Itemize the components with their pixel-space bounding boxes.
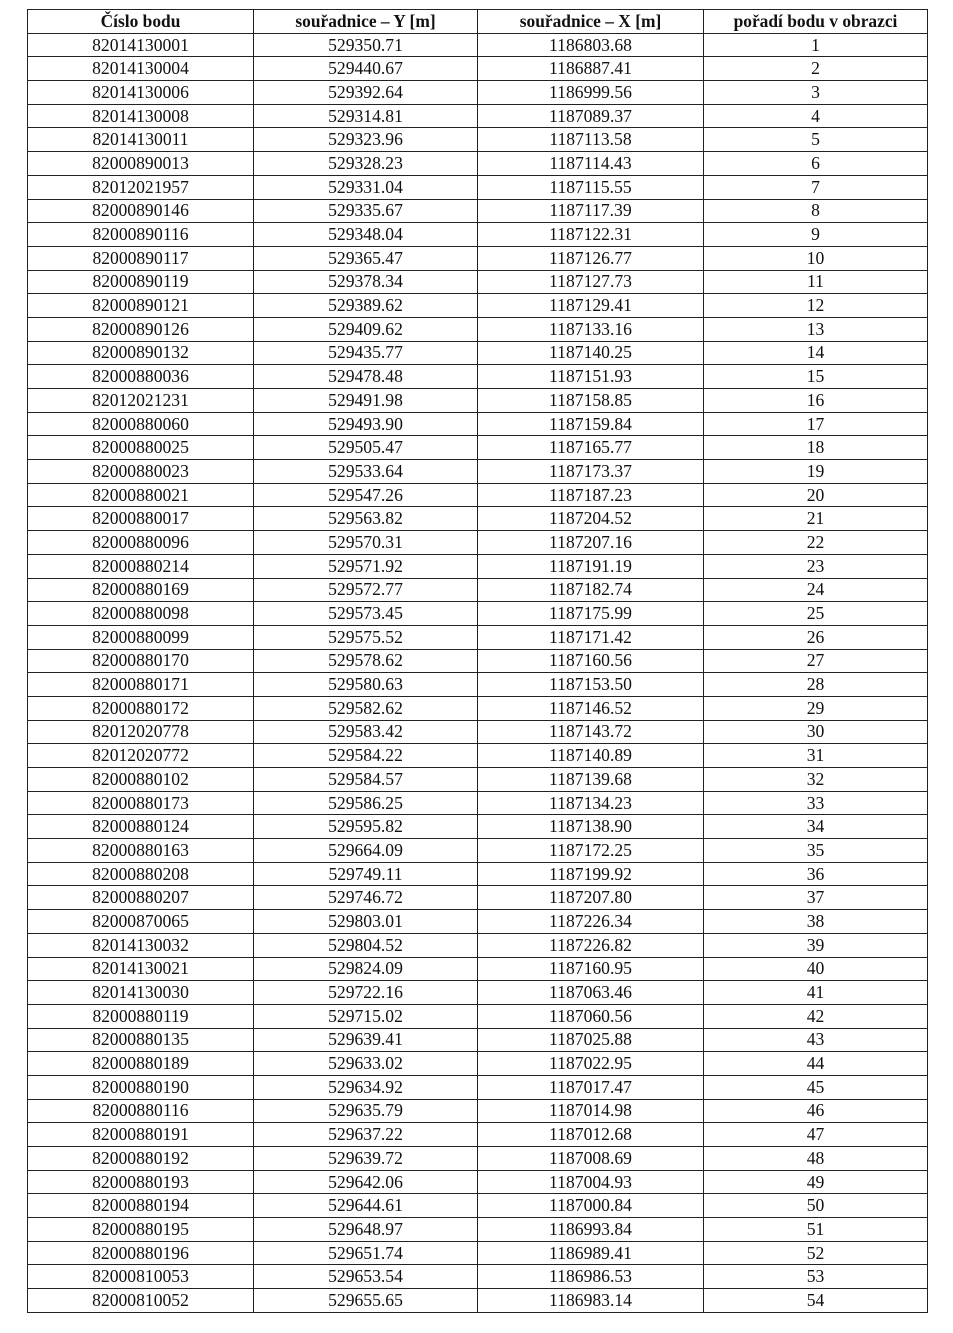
- cell-point-number: 82000880124: [28, 815, 254, 839]
- cell-coordinate-x: 1186986.53: [478, 1265, 704, 1289]
- cell-point-order: 20: [704, 483, 928, 507]
- cell-point-number: 82000890146: [28, 199, 254, 223]
- cell-point-order: 51: [704, 1218, 928, 1242]
- table-row: [28, 507, 928, 531]
- cell-coordinate-x: 1187113.58: [478, 128, 704, 152]
- table-row: [28, 981, 928, 1005]
- cell-coordinate-y: 529664.09: [254, 839, 478, 863]
- cell-coordinate-x: 1187165.77: [478, 436, 704, 460]
- cell-coordinate-x: 1187138.90: [478, 815, 704, 839]
- cell-point-number: 82000880098: [28, 602, 254, 626]
- cell-point-number: 82000880172: [28, 696, 254, 720]
- cell-point-order: 54: [704, 1289, 928, 1313]
- cell-coordinate-x: 1187146.52: [478, 696, 704, 720]
- cell-coordinate-x: 1187117.39: [478, 199, 704, 223]
- cell-coordinate-x: 1186999.56: [478, 81, 704, 105]
- cell-point-number: 82000880171: [28, 673, 254, 697]
- table-row: [28, 602, 928, 626]
- cell-point-order: 29: [704, 696, 928, 720]
- header-coordinate-y: souřadnice – Y [m]: [254, 10, 478, 34]
- cell-coordinate-y: 529583.42: [254, 720, 478, 744]
- cell-point-number: 82000880023: [28, 460, 254, 484]
- cell-coordinate-y: 529571.92: [254, 554, 478, 578]
- cell-point-number: 82000880193: [28, 1170, 254, 1194]
- header-point-number: Číslo bodu: [28, 10, 254, 34]
- cell-coordinate-y: 529348.04: [254, 223, 478, 247]
- cell-point-number: 82000880102: [28, 768, 254, 792]
- cell-coordinate-y: 529409.62: [254, 317, 478, 341]
- table-row: [28, 625, 928, 649]
- cell-point-number: 82000810053: [28, 1265, 254, 1289]
- cell-point-order: 7: [704, 175, 928, 199]
- cell-coordinate-x: 1186993.84: [478, 1218, 704, 1242]
- cell-point-number: 82000880208: [28, 862, 254, 886]
- table-row: [28, 199, 928, 223]
- cell-coordinate-x: 1187129.41: [478, 294, 704, 318]
- cell-coordinate-y: 529563.82: [254, 507, 478, 531]
- table-row: [28, 1052, 928, 1076]
- cell-coordinate-y: 529582.62: [254, 696, 478, 720]
- cell-coordinate-x: 1187173.37: [478, 460, 704, 484]
- cell-coordinate-x: 1187158.85: [478, 389, 704, 413]
- table-row: [28, 294, 928, 318]
- cell-coordinate-x: 1187151.93: [478, 365, 704, 389]
- cell-point-order: 5: [704, 128, 928, 152]
- table-row: [28, 554, 928, 578]
- cell-point-order: 35: [704, 839, 928, 863]
- table-row: [28, 104, 928, 128]
- table-body: [28, 33, 928, 1312]
- cell-point-order: 8: [704, 199, 928, 223]
- cell-coordinate-y: 529573.45: [254, 602, 478, 626]
- cell-point-order: 31: [704, 744, 928, 768]
- table-row: [28, 317, 928, 341]
- cell-point-order: 27: [704, 649, 928, 673]
- table-row: [28, 341, 928, 365]
- cell-point-number: 82014130001: [28, 33, 254, 57]
- table-row: [28, 910, 928, 934]
- cell-point-order: 21: [704, 507, 928, 531]
- table-row: [28, 1147, 928, 1171]
- header-coordinate-x: souřadnice – X [m]: [478, 10, 704, 34]
- cell-coordinate-y: 529378.34: [254, 270, 478, 294]
- cell-coordinate-y: 529655.65: [254, 1289, 478, 1313]
- cell-point-number: 82000880195: [28, 1218, 254, 1242]
- cell-coordinate-x: 1186887.41: [478, 57, 704, 81]
- cell-coordinate-x: 1186983.14: [478, 1289, 704, 1313]
- cell-coordinate-y: 529584.22: [254, 744, 478, 768]
- table-row: [28, 933, 928, 957]
- cell-coordinate-x: 1187140.25: [478, 341, 704, 365]
- cell-point-number: 82000880163: [28, 839, 254, 863]
- table-row: [28, 1099, 928, 1123]
- cell-coordinate-y: 529637.22: [254, 1123, 478, 1147]
- cell-coordinate-y: 529491.98: [254, 389, 478, 413]
- cell-coordinate-x: 1187014.98: [478, 1099, 704, 1123]
- table-row: [28, 1265, 928, 1289]
- cell-coordinate-y: 529635.79: [254, 1099, 478, 1123]
- cell-point-number: 82000880025: [28, 436, 254, 460]
- cell-coordinate-y: 529440.67: [254, 57, 478, 81]
- cell-point-order: 53: [704, 1265, 928, 1289]
- cell-coordinate-x: 1187127.73: [478, 270, 704, 294]
- cell-point-number: 82000890116: [28, 223, 254, 247]
- cell-point-number: 82000890132: [28, 341, 254, 365]
- cell-point-order: 45: [704, 1075, 928, 1099]
- cell-point-order: 11: [704, 270, 928, 294]
- cell-point-number: 82000880190: [28, 1075, 254, 1099]
- cell-coordinate-y: 529314.81: [254, 104, 478, 128]
- table-row: [28, 649, 928, 673]
- cell-coordinate-x: 1187226.34: [478, 910, 704, 934]
- table-row: [28, 412, 928, 436]
- cell-coordinate-x: 1187004.93: [478, 1170, 704, 1194]
- table-row: [28, 839, 928, 863]
- table-row: [28, 152, 928, 176]
- cell-coordinate-x: 1187139.68: [478, 768, 704, 792]
- cell-coordinate-x: 1187134.23: [478, 791, 704, 815]
- table-row: [28, 1289, 928, 1313]
- cell-coordinate-y: 529648.97: [254, 1218, 478, 1242]
- table-row: [28, 696, 928, 720]
- cell-coordinate-y: 529804.52: [254, 933, 478, 957]
- cell-point-order: 6: [704, 152, 928, 176]
- cell-point-number: 82014130030: [28, 981, 254, 1005]
- cell-point-number: 82000890119: [28, 270, 254, 294]
- cell-coordinate-y: 529578.62: [254, 649, 478, 673]
- cell-point-number: 82000880116: [28, 1099, 254, 1123]
- cell-point-number: 82000880169: [28, 578, 254, 602]
- cell-point-number: 82000880099: [28, 625, 254, 649]
- cell-coordinate-x: 1187114.43: [478, 152, 704, 176]
- cell-coordinate-x: 1187017.47: [478, 1075, 704, 1099]
- cell-point-order: 46: [704, 1099, 928, 1123]
- cell-coordinate-x: 1187204.52: [478, 507, 704, 531]
- cell-coordinate-y: 529580.63: [254, 673, 478, 697]
- table-row: [28, 862, 928, 886]
- cell-point-number: 82000880214: [28, 554, 254, 578]
- cell-point-order: 30: [704, 720, 928, 744]
- cell-point-number: 82000880036: [28, 365, 254, 389]
- cell-point-order: 32: [704, 768, 928, 792]
- cell-point-order: 2: [704, 57, 928, 81]
- cell-coordinate-x: 1187160.56: [478, 649, 704, 673]
- cell-point-number: 82000880196: [28, 1241, 254, 1265]
- table-row: [28, 815, 928, 839]
- cell-point-order: 40: [704, 957, 928, 981]
- table-row: [28, 33, 928, 57]
- cell-coordinate-y: 529335.67: [254, 199, 478, 223]
- cell-point-number: 82000880170: [28, 649, 254, 673]
- cell-point-number: 82012020778: [28, 720, 254, 744]
- table-row: [28, 1028, 928, 1052]
- header-row: [28, 10, 928, 34]
- table-row: [28, 1218, 928, 1242]
- cell-point-number: 82014130008: [28, 104, 254, 128]
- cell-coordinate-y: 529634.92: [254, 1075, 478, 1099]
- cell-point-order: 50: [704, 1194, 928, 1218]
- cell-point-number: 82012020772: [28, 744, 254, 768]
- table-row: [28, 1194, 928, 1218]
- cell-point-order: 42: [704, 1004, 928, 1028]
- cell-coordinate-x: 1187171.42: [478, 625, 704, 649]
- cell-point-number: 82000890013: [28, 152, 254, 176]
- cell-point-number: 82012021957: [28, 175, 254, 199]
- table-row: [28, 223, 928, 247]
- table-row: [28, 768, 928, 792]
- cell-coordinate-x: 1187008.69: [478, 1147, 704, 1171]
- cell-point-number: 82000880207: [28, 886, 254, 910]
- cell-coordinate-x: 1187022.95: [478, 1052, 704, 1076]
- cell-coordinate-x: 1187159.84: [478, 412, 704, 436]
- cell-point-order: 48: [704, 1147, 928, 1171]
- cell-coordinate-x: 1186803.68: [478, 33, 704, 57]
- cell-coordinate-y: 529642.06: [254, 1170, 478, 1194]
- cell-coordinate-y: 529331.04: [254, 175, 478, 199]
- table-row: [28, 673, 928, 697]
- table-row: [28, 957, 928, 981]
- cell-coordinate-x: 1187089.37: [478, 104, 704, 128]
- cell-point-number: 82014130006: [28, 81, 254, 105]
- cell-point-number: 82000890121: [28, 294, 254, 318]
- cell-coordinate-x: 1187160.95: [478, 957, 704, 981]
- table-row: [28, 57, 928, 81]
- cell-point-order: 18: [704, 436, 928, 460]
- cell-point-order: 23: [704, 554, 928, 578]
- cell-coordinate-x: 1187133.16: [478, 317, 704, 341]
- cell-point-number: 82000870065: [28, 910, 254, 934]
- cell-coordinate-y: 529639.72: [254, 1147, 478, 1171]
- cell-point-order: 1: [704, 33, 928, 57]
- cell-point-number: 82000880189: [28, 1052, 254, 1076]
- table-row: [28, 389, 928, 413]
- cell-point-number: 82000810052: [28, 1289, 254, 1313]
- cell-point-order: 28: [704, 673, 928, 697]
- cell-coordinate-x: 1187063.46: [478, 981, 704, 1005]
- table-row: [28, 460, 928, 484]
- cell-point-order: 25: [704, 602, 928, 626]
- cell-point-number: 82000890117: [28, 246, 254, 270]
- cell-point-order: 16: [704, 389, 928, 413]
- cell-point-number: 82000880135: [28, 1028, 254, 1052]
- table-row: [28, 365, 928, 389]
- cell-point-number: 82012021231: [28, 389, 254, 413]
- cell-coordinate-y: 529586.25: [254, 791, 478, 815]
- cell-coordinate-y: 529722.16: [254, 981, 478, 1005]
- table-row: [28, 886, 928, 910]
- table-row: [28, 1004, 928, 1028]
- cell-point-order: 9: [704, 223, 928, 247]
- cell-point-order: 24: [704, 578, 928, 602]
- cell-point-order: 3: [704, 81, 928, 105]
- cell-coordinate-y: 529350.71: [254, 33, 478, 57]
- table-row: [28, 1075, 928, 1099]
- cell-coordinate-x: 1186989.41: [478, 1241, 704, 1265]
- cell-coordinate-y: 529533.64: [254, 460, 478, 484]
- cell-coordinate-x: 1187060.56: [478, 1004, 704, 1028]
- cell-point-order: 12: [704, 294, 928, 318]
- cell-coordinate-y: 529595.82: [254, 815, 478, 839]
- cell-point-order: 13: [704, 317, 928, 341]
- cell-coordinate-x: 1187140.89: [478, 744, 704, 768]
- cell-point-number: 82000880017: [28, 507, 254, 531]
- cell-point-number: 82014130032: [28, 933, 254, 957]
- table-row: [28, 483, 928, 507]
- header-point-order: pořadí bodu v obrazci: [704, 10, 928, 34]
- cell-coordinate-x: 1187012.68: [478, 1123, 704, 1147]
- cell-point-number: 82000880096: [28, 531, 254, 555]
- cell-coordinate-y: 529389.62: [254, 294, 478, 318]
- cell-coordinate-y: 529323.96: [254, 128, 478, 152]
- cell-coordinate-y: 529639.41: [254, 1028, 478, 1052]
- cell-point-number: 82000880021: [28, 483, 254, 507]
- table-row: [28, 1241, 928, 1265]
- cell-coordinate-x: 1187207.16: [478, 531, 704, 555]
- table-row: [28, 81, 928, 105]
- cell-point-order: 38: [704, 910, 928, 934]
- table-row: [28, 436, 928, 460]
- cell-coordinate-x: 1187172.25: [478, 839, 704, 863]
- cell-coordinate-x: 1187182.74: [478, 578, 704, 602]
- cell-point-number: 82000880060: [28, 412, 254, 436]
- table-row: [28, 175, 928, 199]
- cell-point-order: 33: [704, 791, 928, 815]
- cell-coordinate-y: 529803.01: [254, 910, 478, 934]
- cell-coordinate-y: 529365.47: [254, 246, 478, 270]
- cell-coordinate-x: 1187187.23: [478, 483, 704, 507]
- cell-coordinate-x: 1187122.31: [478, 223, 704, 247]
- cell-point-number: 82000880191: [28, 1123, 254, 1147]
- cell-point-order: 49: [704, 1170, 928, 1194]
- cell-coordinate-y: 529505.47: [254, 436, 478, 460]
- table-row: [28, 578, 928, 602]
- cell-point-order: 26: [704, 625, 928, 649]
- cell-point-number: 82000880192: [28, 1147, 254, 1171]
- cell-coordinate-x: 1187191.19: [478, 554, 704, 578]
- cell-coordinate-y: 529749.11: [254, 862, 478, 886]
- cell-coordinate-x: 1187126.77: [478, 246, 704, 270]
- table-row: [28, 744, 928, 768]
- cell-point-order: 14: [704, 341, 928, 365]
- cell-coordinate-y: 529584.57: [254, 768, 478, 792]
- table-row: [28, 1123, 928, 1147]
- cell-point-order: 10: [704, 246, 928, 270]
- cell-coordinate-y: 529575.52: [254, 625, 478, 649]
- cell-coordinate-y: 529644.61: [254, 1194, 478, 1218]
- cell-point-number: 82000880173: [28, 791, 254, 815]
- cell-point-order: 43: [704, 1028, 928, 1052]
- table-row: [28, 128, 928, 152]
- cell-coordinate-y: 529435.77: [254, 341, 478, 365]
- cell-coordinate-y: 529570.31: [254, 531, 478, 555]
- cell-point-number: 82000880119: [28, 1004, 254, 1028]
- cell-coordinate-x: 1187207.80: [478, 886, 704, 910]
- cell-point-number: 82000890126: [28, 317, 254, 341]
- cell-coordinate-x: 1187175.99: [478, 602, 704, 626]
- cell-coordinate-y: 529572.77: [254, 578, 478, 602]
- table-header: [28, 10, 928, 34]
- cell-point-order: 22: [704, 531, 928, 555]
- table-row: [28, 270, 928, 294]
- cell-point-order: 36: [704, 862, 928, 886]
- cell-coordinate-x: 1187199.92: [478, 862, 704, 886]
- cell-point-order: 15: [704, 365, 928, 389]
- cell-coordinate-x: 1187025.88: [478, 1028, 704, 1052]
- cell-coordinate-x: 1187153.50: [478, 673, 704, 697]
- cell-coordinate-y: 529633.02: [254, 1052, 478, 1076]
- cell-coordinate-y: 529651.74: [254, 1241, 478, 1265]
- cell-coordinate-y: 529824.09: [254, 957, 478, 981]
- cell-point-order: 47: [704, 1123, 928, 1147]
- cell-coordinate-x: 1187115.55: [478, 175, 704, 199]
- table-row: [28, 791, 928, 815]
- cell-coordinate-y: 529653.54: [254, 1265, 478, 1289]
- cell-coordinate-y: 529715.02: [254, 1004, 478, 1028]
- coordinates-table: [27, 9, 928, 1313]
- cell-coordinate-y: 529547.26: [254, 483, 478, 507]
- table-row: [28, 720, 928, 744]
- cell-coordinate-x: 1187000.84: [478, 1194, 704, 1218]
- cell-point-number: 82014130004: [28, 57, 254, 81]
- cell-point-order: 52: [704, 1241, 928, 1265]
- cell-coordinate-y: 529746.72: [254, 886, 478, 910]
- cell-point-order: 37: [704, 886, 928, 910]
- cell-point-number: 82014130011: [28, 128, 254, 152]
- cell-coordinate-x: 1187143.72: [478, 720, 704, 744]
- cell-point-order: 17: [704, 412, 928, 436]
- table-row: [28, 246, 928, 270]
- table-row: [28, 531, 928, 555]
- cell-point-order: 19: [704, 460, 928, 484]
- cell-point-order: 39: [704, 933, 928, 957]
- cell-point-number: 82014130021: [28, 957, 254, 981]
- cell-point-order: 4: [704, 104, 928, 128]
- cell-point-order: 34: [704, 815, 928, 839]
- cell-coordinate-y: 529328.23: [254, 152, 478, 176]
- cell-coordinate-y: 529493.90: [254, 412, 478, 436]
- cell-point-order: 41: [704, 981, 928, 1005]
- cell-coordinate-x: 1187226.82: [478, 933, 704, 957]
- cell-coordinate-y: 529392.64: [254, 81, 478, 105]
- cell-point-number: 82000880194: [28, 1194, 254, 1218]
- cell-coordinate-y: 529478.48: [254, 365, 478, 389]
- table-row: [28, 1170, 928, 1194]
- cell-point-order: 44: [704, 1052, 928, 1076]
